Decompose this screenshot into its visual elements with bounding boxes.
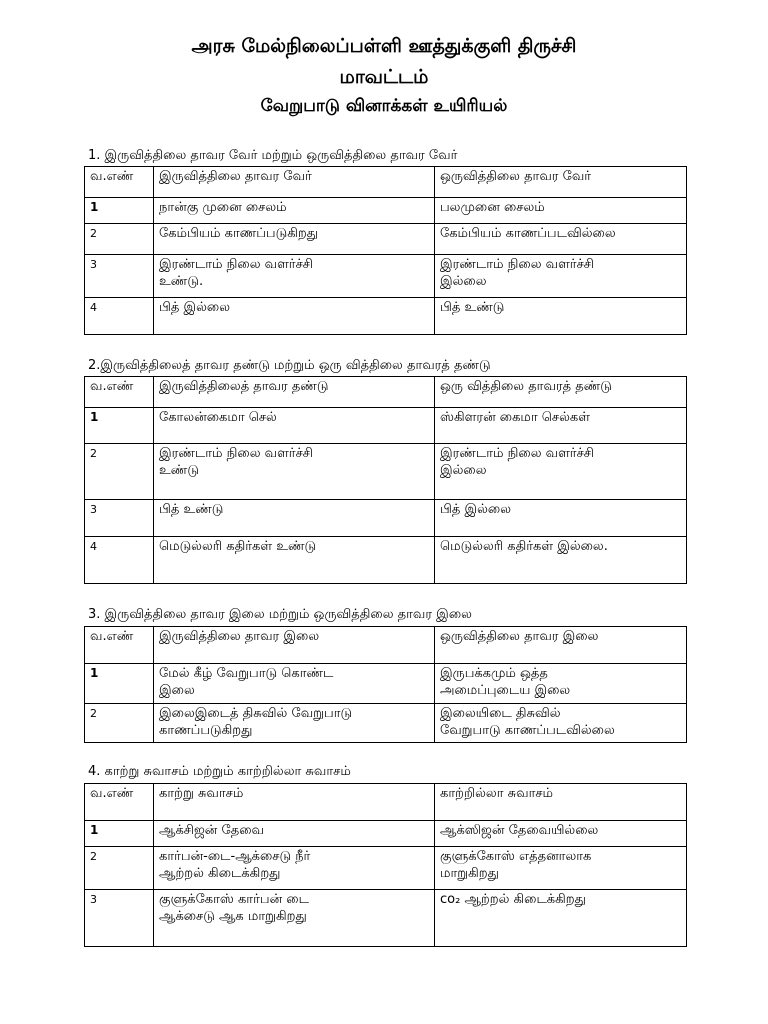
document-subtitle: வேறுபாடு வினாக்கள் உயிரியல் bbox=[260, 96, 508, 116]
table-header-row bbox=[85, 784, 687, 821]
column-header-anaerobic: காற்றில்லா சுவாசம் bbox=[435, 784, 687, 821]
table-row bbox=[85, 408, 687, 444]
section-heading-1: 1. இருவித்திலை தாவர வேர் மற்றும் ஒருவித்திலை தாவர வேர் bbox=[88, 148, 458, 163]
section-heading-2: 2.இருவித்திலைத் தாவர தண்டு மற்றும் ஒரு வித்திலை தாவரத் தண்டு bbox=[88, 358, 491, 373]
table-row bbox=[85, 298, 687, 335]
section-heading-3: 3. இருவித்திலை தாவர இலை மற்றும் ஒருவித்திலை தாவர இலை bbox=[88, 607, 472, 622]
anaerobic-cell: குளுக்கோஸ் எத்தனாலாக மாறுகிறது bbox=[435, 847, 687, 890]
table-row bbox=[85, 224, 687, 255]
monocot-cell: இருபக்கமும் ஒத்த அமைப்புடைய இலை bbox=[435, 664, 687, 704]
row-number: 3 bbox=[85, 500, 154, 537]
dicot-cell: மெடுல்லரி கதிர்கள் உண்டு bbox=[154, 537, 435, 584]
aerobic-cell: குளுக்கோஸ் கார்பன் டை ஆக்சைடு ஆக மாறுகிறது bbox=[154, 890, 435, 947]
dicot-cell: பித் உண்டு bbox=[154, 500, 435, 537]
table-row bbox=[85, 500, 687, 537]
dicot-cell: இரண்டாம் நிலை வளர்ச்சி உண்டு bbox=[154, 444, 435, 500]
aerobic-cell: கார்பன்-டை-ஆக்சைடு நீர் ஆற்றல் கிடைக்கிறது bbox=[154, 847, 435, 890]
row-number: 3 bbox=[85, 255, 154, 298]
dicot-cell: நான்கு முனை சைலம் bbox=[154, 198, 435, 224]
monocot-cell: இரண்டாம் நிலை வளர்ச்சி இல்லை bbox=[435, 444, 687, 500]
table-row bbox=[85, 890, 687, 947]
anaerobic-cell: co₂ ஆற்றல் கிடைக்கிறது bbox=[435, 890, 687, 947]
table-row bbox=[85, 704, 687, 743]
table-header-row bbox=[85, 627, 687, 664]
comparison-table-2 bbox=[84, 376, 687, 584]
column-header-serial: வ.எண் bbox=[85, 377, 154, 408]
section-heading-4: 4. காற்று சுவாசம் மற்றும் காற்றில்லா சுவாசம் bbox=[88, 764, 351, 779]
monocot-cell: பித் உண்டு bbox=[435, 298, 687, 335]
column-header-monocot: ஒரு வித்திலை தாவரத் தண்டு bbox=[435, 377, 687, 408]
monocot-cell: இலையிடை திசுவில் வேறுபாடு காணப்படவில்லை bbox=[435, 704, 687, 743]
row-number: 1 bbox=[85, 664, 154, 704]
column-header-dicot: இருவித்திலை தாவர வேர் bbox=[154, 167, 435, 198]
column-header-aerobic: காற்று சுவாசம் bbox=[154, 784, 435, 821]
row-number: 3 bbox=[85, 890, 154, 947]
row-number: 2 bbox=[85, 224, 154, 255]
table-row bbox=[85, 255, 687, 298]
dicot-cell: கேம்பியம் காணப்படுகிறது bbox=[154, 224, 435, 255]
column-header-monocot: ஒருவித்திலை தாவர இலை bbox=[435, 627, 687, 664]
monocot-cell: கேம்பியம் காணப்படவில்லை bbox=[435, 224, 687, 255]
row-number: 2 bbox=[85, 444, 154, 500]
row-number: 1 bbox=[85, 408, 154, 444]
monocot-cell: பித் இல்லை bbox=[435, 500, 687, 537]
comparison-table-4 bbox=[84, 783, 687, 947]
row-number: 1 bbox=[85, 198, 154, 224]
monocot-cell: பலமுனை சைலம் bbox=[435, 198, 687, 224]
column-header-monocot: ஒருவித்திலை தாவர வேர் bbox=[435, 167, 687, 198]
anaerobic-cell: ஆக்ஸிஜன் தேவையில்லை bbox=[435, 821, 687, 847]
table-row bbox=[85, 847, 687, 890]
table-header-row bbox=[85, 377, 687, 408]
column-header-serial: வ.எண் bbox=[85, 784, 154, 821]
column-header-dicot: இருவித்திலைத் தாவர தண்டு bbox=[154, 377, 435, 408]
row-number: 2 bbox=[85, 847, 154, 890]
monocot-cell: ஸ்கிளரன் கைமா செல்கள் bbox=[435, 408, 687, 444]
row-number: 4 bbox=[85, 298, 154, 335]
row-number: 2 bbox=[85, 704, 154, 743]
aerobic-cell: ஆக்சிஜன் தேவை bbox=[154, 821, 435, 847]
comparison-table-3 bbox=[84, 626, 687, 743]
dicot-cell: பித் இல்லை bbox=[154, 298, 435, 335]
monocot-cell: மெடுல்லரி கதிர்கள் இல்லை. bbox=[435, 537, 687, 584]
district-title: மாவட்டம் bbox=[339, 66, 429, 88]
school-title: அரசு மேல்நிலைப்பள்ளி ஊத்துக்குளி திருச்சி bbox=[191, 35, 577, 57]
table-row bbox=[85, 821, 687, 847]
table-row bbox=[85, 198, 687, 224]
table-row bbox=[85, 664, 687, 704]
monocot-cell: இரண்டாம் நிலை வளர்ச்சி இல்லை bbox=[435, 255, 687, 298]
dicot-cell: மேல் கீழ் வேறுபாடு கொண்ட இலை bbox=[154, 664, 435, 704]
dicot-cell: கோலன்கைமா செல் bbox=[154, 408, 435, 444]
table-row bbox=[85, 537, 687, 584]
dicot-cell: இரண்டாம் நிலை வளர்ச்சி உண்டு. bbox=[154, 255, 435, 298]
row-number: 1 bbox=[85, 821, 154, 847]
comparison-table-1 bbox=[84, 166, 687, 335]
table-row bbox=[85, 444, 687, 500]
column-header-serial: வ.எண் bbox=[85, 627, 154, 664]
dicot-cell: இலைஇடைத் திசுவில் வேறுபாடு காணப்படுகிறது bbox=[154, 704, 435, 743]
row-number: 4 bbox=[85, 537, 154, 584]
table-header-row bbox=[85, 167, 687, 198]
column-header-dicot: இருவித்திலை தாவர இலை bbox=[154, 627, 435, 664]
column-header-serial: வ.எண் bbox=[85, 167, 154, 198]
